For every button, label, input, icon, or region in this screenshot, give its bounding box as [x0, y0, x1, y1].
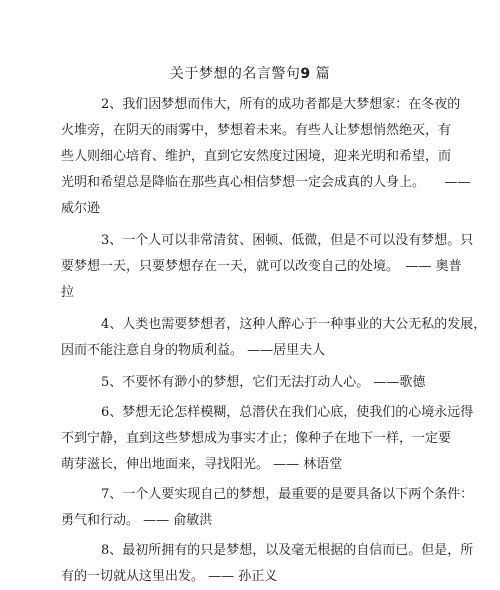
paragraph-line: 萌芽滋长，伸出地面来，寻找阳光。 —— 林语堂: [61, 457, 343, 472]
document-body: [61, 92, 487, 590]
paragraph-5: [61, 370, 426, 396]
paragraph-line: 4、人类也需要梦想者，这种人醉心于一种事业的大公无私的发展，: [101, 317, 487, 332]
page-title: [0, 64, 500, 84]
paragraph-line: 要梦想一天，只要梦想存在一天，就可以改变自己的处境。 —— 奥普: [61, 259, 462, 274]
paragraph-line: 威尔逊: [61, 201, 101, 216]
paragraph-6: [61, 400, 474, 478]
paragraph-line: 拉: [61, 285, 75, 300]
paragraph-line: 光明和希望总是降临在那些真心相信梦想一定会成真的人身上。 ——: [61, 175, 471, 190]
paragraph-8: [61, 538, 474, 590]
paragraph-line: 些人则细心培育、维护，直到它安然度过困境，迎来光明和希望，而: [61, 149, 452, 164]
paragraph-4: [61, 312, 487, 364]
title-number: 9: [300, 66, 311, 82]
title-suffix: 篇: [310, 66, 331, 82]
paragraph-line: 因而不能注意自身的物质利益。 ——居里夫人: [61, 343, 326, 358]
paragraph-line: 不到宁静，直到这些梦想成为事实才止；像种子在地下一样，一定要: [61, 431, 452, 446]
paragraph-2: [61, 92, 471, 222]
paragraph-line: 5、不要怀有渺小的梦想，它们无法打动人心。 ——歌德: [101, 375, 426, 390]
paragraph-line: 7、一个人要实现自己的梦想，最重要的是要具备以下两个条件：: [101, 487, 474, 502]
paragraph-7: [61, 482, 474, 534]
paragraph-line: 8、最初所拥有的只是梦想，以及毫无根据的自信而已。但是，所: [101, 543, 474, 558]
paragraph-3: [61, 228, 474, 306]
paragraph-line: 有的一切就从这里出发。 —— 孙正义: [61, 569, 278, 584]
paragraph-line: 6、梦想无论怎样模糊，总潜伏在我们心底，使我们的心境永远得: [101, 405, 474, 420]
paragraph-line: 3、一个人可以非常清贫、困顿、低微，但是不可以没有梦想。只: [101, 233, 474, 248]
paragraph-line: 火堆旁，在阴天的雨雾中，梦想着未来。有些人让梦想悄然绝灭，有: [61, 123, 452, 138]
paragraph-line: 2、我们因梦想而伟大，所有的成功者都是大梦想家：在冬夜的: [101, 97, 461, 112]
paragraph-line: 勇气和行动。 —— 俞敏洪: [61, 513, 213, 528]
title-prefix: 关于梦想的名言警句: [169, 66, 301, 82]
